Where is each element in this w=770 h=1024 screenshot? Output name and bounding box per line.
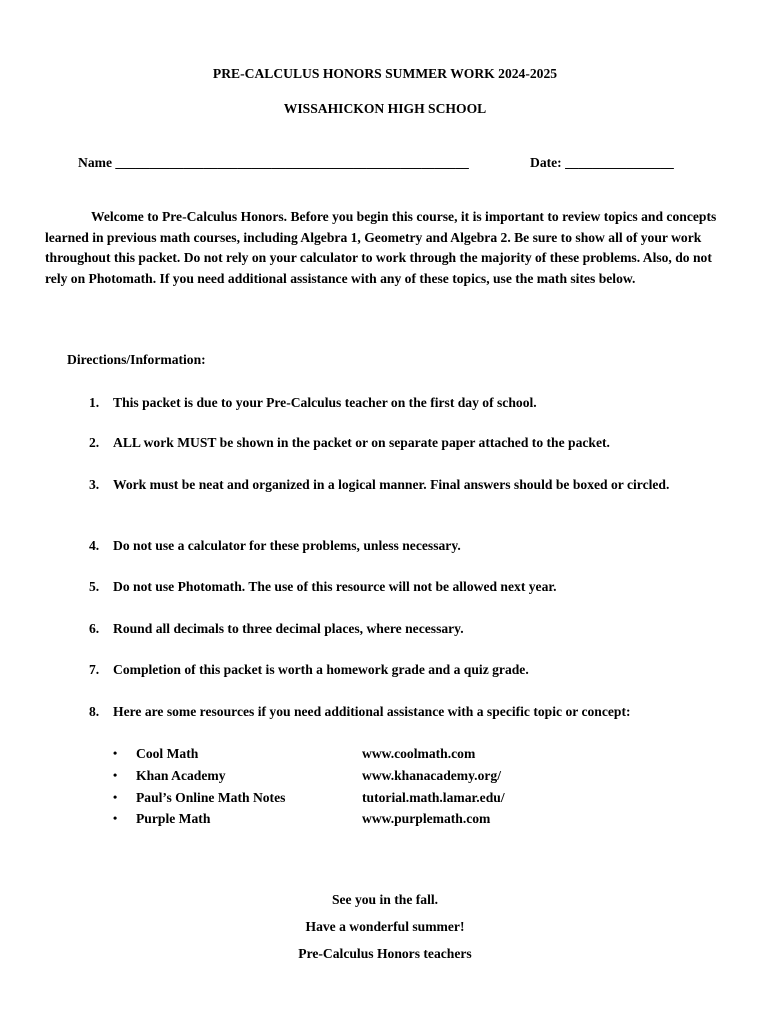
direction-text: This packet is due to your Pre-Calculus teacher on the first day of school. xyxy=(113,395,537,410)
direction-number: 8. xyxy=(89,704,100,719)
bullet-icon: • xyxy=(113,790,118,804)
direction-text: ALL work MUST be shown in the packet or on separate paper attached to the packet. xyxy=(113,435,610,450)
resource-link[interactable]: tutorial.math.lamar.edu/ xyxy=(362,790,505,805)
closing-line-2: Have a wonderful summer! xyxy=(305,919,465,934)
resource-link[interactable]: www.khanacademy.org/ xyxy=(362,768,501,783)
school-name: WISSAHICKON HIGH SCHOOL xyxy=(283,101,487,116)
resource-link[interactable]: www.coolmath.com xyxy=(362,746,476,761)
intro-paragraph: Welcome to Pre-Calculus Honors. Before you begin this course, it is important to review topics and concepts learned in previous math courses, including Algebra 1, Geometry and Algebra 2. Be sure to show all of your work throughout this packet. Do not rely on your calculator to work through the majority of these problems. Also, do not rely on Photomath. If you need additional assistance with any of these topics, use the math sites below. xyxy=(45,209,717,286)
closing-line-1: See you in the fall. xyxy=(331,892,439,907)
direction-text: Work must be neat and organized in a logical manner. Final answers should be boxed or circled. xyxy=(113,477,670,492)
closing-signature: Pre-Calculus Honors teachers xyxy=(298,946,472,961)
direction-text: Completion of this packet is worth a homework grade and a quiz grade. xyxy=(113,662,529,677)
directions-heading: Directions/Information: xyxy=(67,352,206,367)
direction-number: 2. xyxy=(89,435,100,450)
document-title: PRE-CALCULUS HONORS SUMMER WORK 2024-2025 xyxy=(212,66,558,81)
name-field[interactable]: Name ____________________________________________________ xyxy=(78,155,469,170)
resource-name: Purple Math xyxy=(136,811,211,826)
direction-number: 7. xyxy=(89,662,100,677)
direction-text: Here are some resources if you need additional assistance with a specific topic or concept: xyxy=(113,704,631,719)
resource-name: Khan Academy xyxy=(136,768,226,783)
direction-text: Do not use Photomath. The use of this resource will not be allowed next year. xyxy=(113,579,557,594)
bullet-icon: • xyxy=(113,768,118,782)
resource-name: Cool Math xyxy=(136,746,199,761)
direction-number: 3. xyxy=(89,477,100,492)
direction-number: 1. xyxy=(89,395,100,410)
bullet-icon: • xyxy=(113,746,118,760)
direction-text: Do not use a calculator for these problems, unless necessary. xyxy=(113,538,461,553)
date-field[interactable]: Date: ________________ xyxy=(530,155,674,170)
direction-number: 5. xyxy=(89,579,100,594)
bullet-icon: • xyxy=(113,811,118,825)
resource-link[interactable]: www.purplemath.com xyxy=(362,811,491,826)
direction-text: Round all decimals to three decimal places, where necessary. xyxy=(113,621,464,636)
direction-number: 6. xyxy=(89,621,100,636)
resource-name: Paul’s Online Math Notes xyxy=(136,790,286,805)
direction-number: 4. xyxy=(89,538,100,553)
